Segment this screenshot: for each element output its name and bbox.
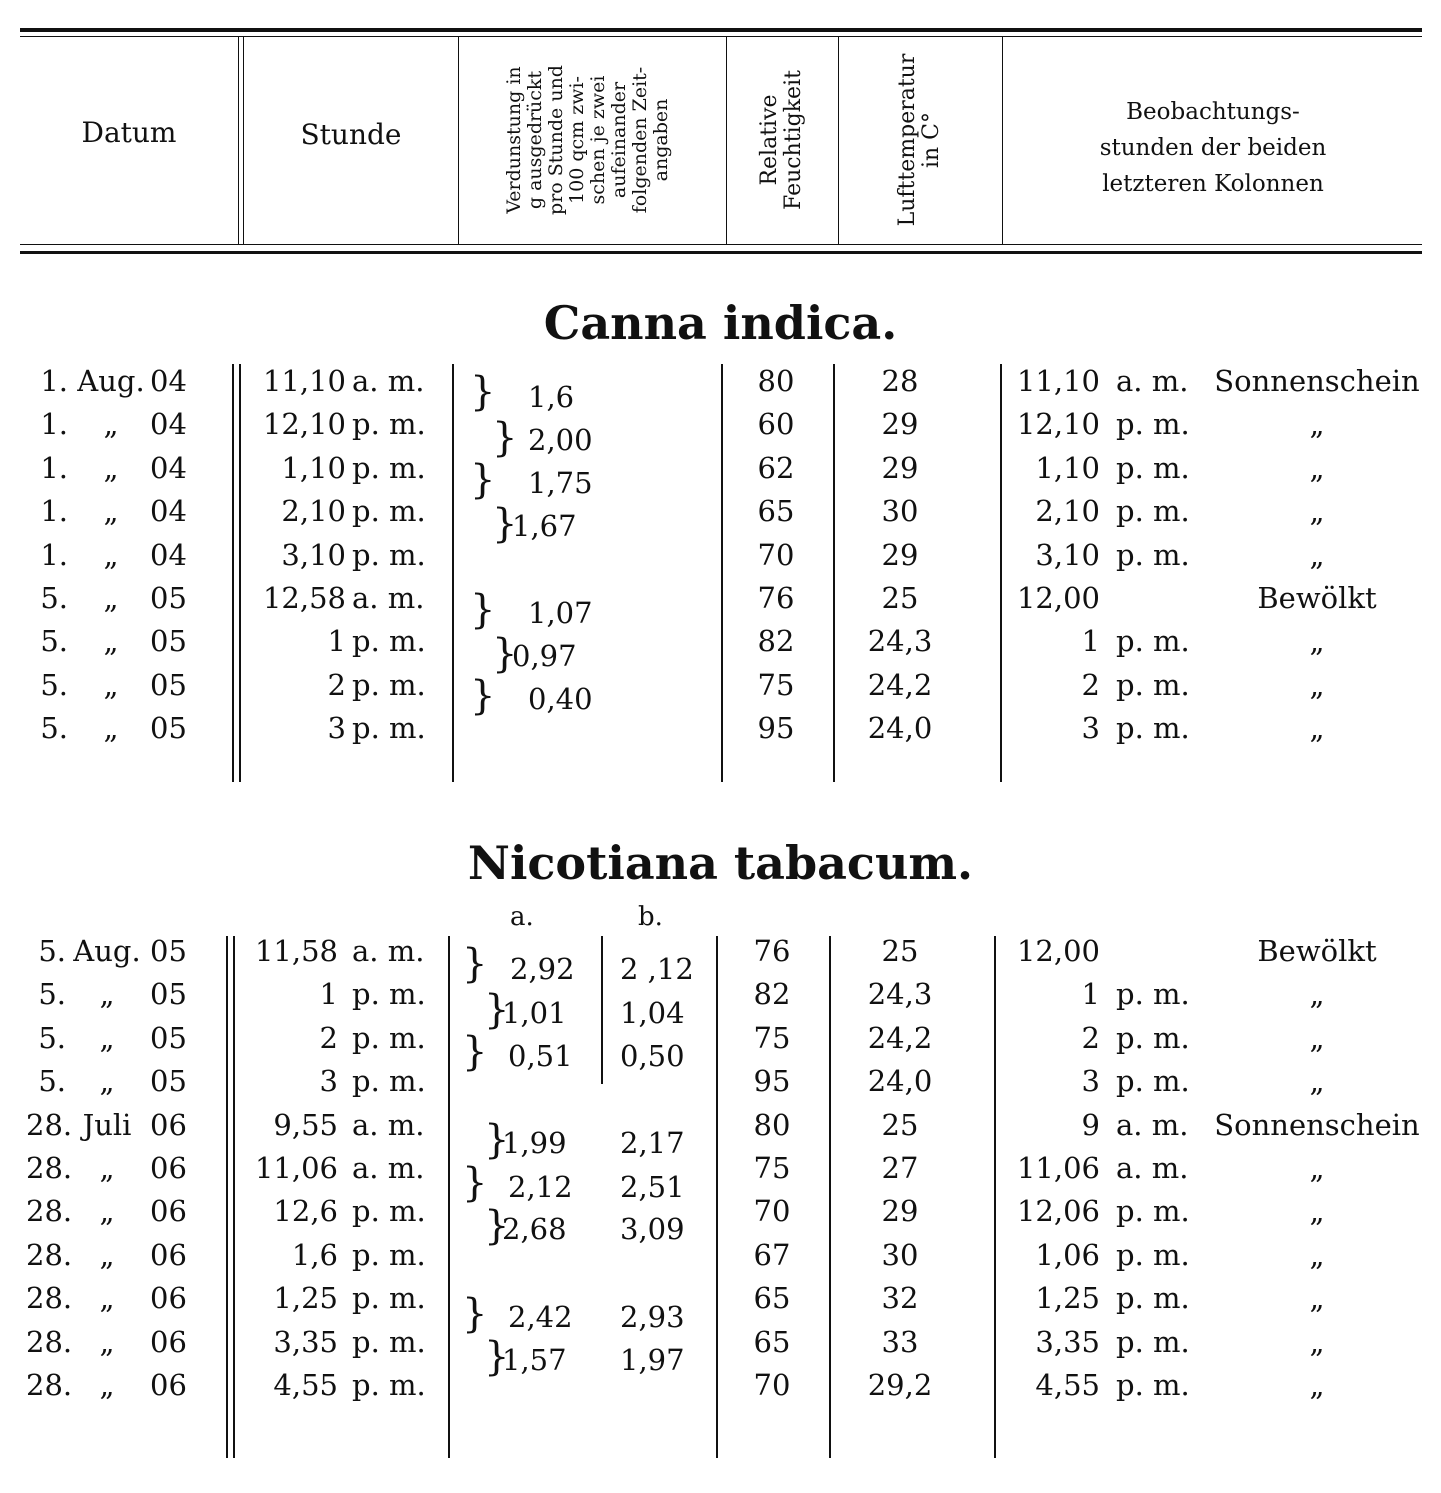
air-temperature: 25	[881, 581, 919, 615]
hour-ampm: p. m.	[352, 494, 426, 529]
hour-ampm: p. m.	[352, 537, 426, 572]
date-month: „	[99, 1151, 115, 1185]
observation-ampm: p. m.	[1116, 450, 1190, 485]
weather-note: „	[1309, 1237, 1325, 1272]
date-year: 06	[150, 1151, 187, 1185]
date-month: „	[103, 407, 119, 442]
verdunstung-line-3: pro Stunde und	[545, 65, 567, 215]
observation-ampm: p. m.	[1116, 667, 1190, 702]
nico-evap-a-6: 2,68	[502, 1212, 567, 1246]
observation-ampm: p. m.	[1116, 1020, 1190, 1055]
relative-humidity: 75	[753, 1151, 791, 1185]
header-divider-1	[238, 36, 239, 244]
air-temperature: 24,3	[867, 624, 933, 659]
date-year: 05	[150, 977, 187, 1012]
hour-ampm: p. m.	[352, 1020, 426, 1055]
date-year: 06	[150, 1324, 187, 1359]
date-month: „	[99, 977, 115, 1012]
date-year: 04	[150, 494, 187, 529]
hour-value: 2	[327, 667, 346, 702]
weather-note: Bewölkt	[1257, 581, 1377, 615]
date-month: „	[103, 537, 119, 572]
weather-note: „	[1309, 1064, 1325, 1099]
weather-note: Sonnenschein	[1214, 364, 1420, 398]
brace-icon: }	[484, 1203, 510, 1249]
hour-ampm: p. m.	[352, 1237, 426, 1272]
air-temperature: 29	[881, 407, 919, 442]
hour-value: 1,6	[291, 1237, 338, 1272]
hour-ampm: p. m.	[352, 711, 426, 746]
nico-evap-b-3: 0,50	[620, 1039, 685, 1073]
nico-evap-b-7: 2,93	[620, 1300, 685, 1334]
date-year: 04	[150, 407, 187, 442]
canna-evap-2: 2,00	[528, 423, 593, 457]
date-year: 06	[150, 1194, 187, 1229]
relative-humidity: 67	[753, 1237, 791, 1272]
observation-time: 1,10	[1035, 450, 1100, 485]
date-month: „	[103, 624, 119, 659]
hour-value: 12,58	[262, 581, 346, 615]
date-month: „	[103, 667, 119, 702]
date-day: 1.	[40, 537, 68, 572]
date-year: 05	[150, 667, 187, 702]
observation-ampm: p. m.	[1116, 1368, 1190, 1402]
observation-time: 12,00	[1016, 581, 1100, 615]
table-row	[0, 1238, 1441, 1281]
date-year: 05	[150, 1064, 187, 1099]
observation-time: 2	[1081, 667, 1100, 702]
relative-humidity: 82	[753, 977, 791, 1012]
hour-ampm: a. m.	[352, 1151, 425, 1185]
date-day: 5.	[40, 581, 68, 615]
weather-note: „	[1309, 1020, 1325, 1055]
nico-evap-b-6: 3,09	[620, 1212, 685, 1246]
hour-value: 11,06	[254, 1151, 338, 1185]
hour-value: 1	[319, 977, 338, 1012]
canna-evap-1: 1,6	[528, 380, 575, 414]
nico-evap-b-5: 2,51	[620, 1170, 685, 1204]
section-title-nicotiana: Nicotiana tabacum.	[467, 836, 974, 890]
date-year: 04	[150, 364, 187, 398]
weather-note: „	[1309, 450, 1325, 485]
date-year: 06	[150, 1107, 187, 1142]
relative-humidity: 82	[757, 624, 795, 659]
date-day: 28.	[26, 1107, 73, 1142]
weather-note: „	[1309, 977, 1325, 1012]
observation-ampm: a. m.	[1116, 364, 1189, 398]
date-year: 04	[150, 537, 187, 572]
date-day: 28.	[26, 1237, 73, 1272]
air-temperature: 24,0	[867, 1064, 933, 1099]
brace-icon: }	[492, 631, 518, 677]
observation-time: 12,10	[1016, 407, 1100, 442]
observation-time: 3	[1081, 1064, 1100, 1099]
feuchtigkeit-line-1: Relative	[757, 94, 782, 186]
relative-humidity: 76	[753, 934, 791, 968]
observation-ampm: p. m.	[1116, 711, 1190, 746]
brace-icon: }	[462, 941, 488, 987]
brace-icon: }	[492, 501, 518, 547]
brace-icon: }	[462, 1291, 488, 1337]
weather-note: „	[1309, 1194, 1325, 1229]
weather-note: „	[1309, 1151, 1325, 1185]
nico-evap-a-1: 2,92	[510, 952, 575, 986]
air-temperature: 24,0	[867, 711, 933, 746]
table-row	[0, 1064, 1441, 1107]
date-year: 05	[150, 581, 187, 615]
weather-note: „	[1309, 1281, 1325, 1316]
date-day: 5.	[38, 934, 66, 968]
date-day: 1.	[40, 450, 68, 485]
nico-evap-a-3: 0,51	[508, 1039, 573, 1073]
header-verdunstung	[488, 40, 688, 240]
beobachtung-line-2: stunden der beiden	[1099, 135, 1327, 161]
observation-time: 11,06	[1016, 1151, 1100, 1185]
hour-ampm: a. m.	[352, 581, 425, 615]
table-row	[0, 1325, 1441, 1368]
date-month: „	[103, 494, 119, 529]
brace-icon: }	[484, 987, 510, 1033]
brace-icon: }	[470, 457, 496, 503]
nico-evap-a-4: 1,99	[502, 1126, 567, 1160]
hour-ampm: p. m.	[352, 977, 426, 1012]
brace-icon: }	[470, 369, 496, 415]
observation-time: 11,10	[1016, 364, 1100, 398]
hour-ampm: a. m.	[352, 1107, 425, 1142]
relative-humidity: 62	[757, 450, 795, 485]
relative-humidity: 60	[757, 407, 795, 442]
weather-note: Sonnenschein	[1214, 1107, 1420, 1142]
hour-value: 3,10	[281, 537, 346, 572]
air-temperature: 25	[881, 1107, 919, 1142]
canna-evap-4: 1,67	[512, 509, 577, 543]
air-temperature: 24,2	[867, 1020, 933, 1055]
date-month: Aug.	[77, 364, 145, 398]
relative-humidity: 80	[753, 1107, 791, 1142]
date-year: 06	[150, 1368, 187, 1402]
relative-humidity: 65	[753, 1281, 791, 1316]
date-year: 06	[150, 1237, 187, 1272]
hour-value: 9,55	[273, 1107, 338, 1142]
nico-evap-b-1: 2 ,12	[620, 952, 694, 986]
hour-value: 1,25	[273, 1281, 338, 1316]
relative-humidity: 70	[753, 1194, 791, 1229]
nico-evap-b-4: 2,17	[620, 1126, 685, 1160]
observation-time: 3,35	[1035, 1324, 1100, 1359]
date-month: „	[99, 1064, 115, 1099]
hour-value: 3,35	[273, 1324, 338, 1359]
observation-time: 2	[1081, 1020, 1100, 1055]
air-temperature: 24,3	[867, 977, 933, 1012]
observation-time: 12,06	[1016, 1194, 1100, 1229]
header-datum: Datum	[81, 116, 177, 149]
temperatur-line-2: in C°	[919, 111, 944, 169]
air-temperature: 29	[881, 1194, 919, 1229]
date-month: „	[99, 1194, 115, 1229]
hour-ampm: p. m.	[352, 1281, 426, 1316]
relative-humidity: 95	[753, 1064, 791, 1099]
table-row	[0, 538, 1441, 581]
table-row	[0, 1194, 1441, 1237]
relative-humidity: 75	[757, 667, 795, 702]
verdunstung-line-2: g ausgedrückt	[524, 70, 546, 210]
air-temperature: 25	[881, 934, 919, 968]
hour-ampm: p. m.	[352, 1194, 426, 1229]
header-bottom-rule-thick	[20, 251, 1422, 254]
date-month: „	[103, 450, 119, 485]
date-day: 28.	[26, 1281, 73, 1316]
header-top-rule-thin	[20, 36, 1422, 37]
hour-value: 11,58	[254, 934, 338, 968]
subcolumn-a-label: a.	[510, 902, 534, 932]
canna-evap-7: 0,40	[528, 682, 593, 716]
hour-value: 1	[327, 624, 346, 659]
relative-humidity: 75	[753, 1020, 791, 1055]
verdunstung-line-5: schen je zwei	[587, 75, 609, 205]
table-row	[0, 407, 1441, 450]
beobachtung-line-3: letzteren Kolonnen	[1102, 171, 1324, 197]
table-row	[0, 364, 1441, 407]
hour-value: 2	[319, 1020, 338, 1055]
air-temperature: 29	[881, 537, 919, 572]
weather-note: „	[1309, 407, 1325, 442]
date-day: 28.	[26, 1151, 73, 1185]
observation-ampm: p. m.	[1116, 537, 1190, 572]
relative-humidity: 65	[753, 1324, 791, 1359]
observation-time: 1,06	[1035, 1237, 1100, 1272]
verdunstung-line-7: folgenden Zeit-	[629, 66, 651, 214]
hour-value: 11,10	[262, 364, 346, 398]
air-temperature: 24,2	[867, 667, 933, 702]
observation-ampm: a. m.	[1116, 1151, 1189, 1185]
date-year: 05	[150, 1020, 187, 1055]
hour-ampm: p. m.	[352, 624, 426, 659]
section-title-canna: Canna indica.	[543, 296, 898, 350]
canna-evap-3: 1,75	[528, 466, 593, 500]
hour-value: 4,55	[273, 1368, 338, 1402]
table-row	[0, 977, 1441, 1020]
date-day: 5.	[40, 711, 68, 746]
date-year: 05	[150, 711, 187, 746]
hour-value: 12,10	[262, 407, 346, 442]
hour-ampm: p. m.	[352, 1368, 426, 1402]
table-row	[0, 1108, 1441, 1151]
date-month: „	[99, 1281, 115, 1316]
date-year: 05	[150, 934, 187, 968]
hour-ampm: p. m.	[352, 1324, 426, 1359]
weather-note: Bewölkt	[1257, 934, 1377, 968]
air-temperature: 29,2	[867, 1368, 933, 1402]
relative-humidity: 76	[757, 581, 795, 615]
date-day: 1.	[40, 494, 68, 529]
weather-note: „	[1309, 537, 1325, 572]
observation-time: 3	[1081, 711, 1100, 746]
nico-evap-a-8: 1,57	[502, 1343, 567, 1377]
air-temperature: 29	[881, 450, 919, 485]
date-day: 1.	[40, 407, 68, 442]
observation-ampm: p. m.	[1116, 407, 1190, 442]
temperatur-line-1: Lufttemperatur	[895, 53, 920, 227]
air-temperature: 28	[881, 364, 919, 398]
date-month: Juli	[82, 1107, 132, 1142]
date-day: 5.	[38, 1020, 66, 1055]
verdunstung-line-4: 100 qcm zwi-	[566, 76, 588, 204]
date-day: 28.	[26, 1194, 73, 1229]
hour-ampm: a. m.	[352, 364, 425, 398]
brace-icon: }	[470, 587, 496, 633]
table-row	[0, 451, 1441, 494]
weather-note: „	[1309, 1368, 1325, 1402]
observation-ampm: p. m.	[1116, 1194, 1190, 1229]
brace-icon: }	[462, 1160, 488, 1206]
table-row	[0, 494, 1441, 537]
nico-evap-b-8: 1,97	[620, 1343, 685, 1377]
date-day: 5.	[38, 977, 66, 1012]
table-row	[0, 668, 1441, 711]
hour-ampm: p. m.	[352, 667, 426, 702]
table-row	[0, 1021, 1441, 1064]
verdunstung-line-1: Verdunstung in	[503, 66, 525, 214]
brace-icon: }	[484, 1117, 510, 1163]
relative-humidity: 95	[757, 711, 795, 746]
relative-humidity: 70	[753, 1368, 791, 1402]
observation-ampm: p. m.	[1116, 1324, 1190, 1359]
relative-humidity: 80	[757, 364, 795, 398]
table-row	[0, 1368, 1441, 1411]
brace-icon: }	[492, 415, 518, 461]
observation-ampm: a. m.	[1116, 1107, 1189, 1142]
hour-value: 2,10	[281, 494, 346, 529]
hour-ampm: p. m.	[352, 1064, 426, 1099]
observation-time: 9	[1081, 1107, 1100, 1142]
table-row	[0, 624, 1441, 667]
date-month: „	[99, 1020, 115, 1055]
beobachtung-line-1: Beobachtungs-	[1126, 99, 1300, 125]
header-divider-2	[458, 36, 459, 244]
observation-time: 1,25	[1035, 1281, 1100, 1316]
observation-time: 1	[1081, 624, 1100, 659]
feuchtigkeit-line-2: Feuchtigkeit	[781, 70, 806, 210]
header-temperatur	[820, 40, 1020, 240]
date-month: Aug.	[73, 934, 141, 968]
observation-time: 1	[1081, 977, 1100, 1012]
header-bottom-rule-thin	[20, 244, 1422, 245]
air-temperature: 30	[881, 1237, 919, 1272]
date-month: „	[103, 581, 119, 615]
nico-evap-a-5: 2,12	[508, 1170, 573, 1204]
canna-evap-6: 0,97	[512, 639, 577, 673]
date-day: 28.	[26, 1324, 73, 1359]
observation-ampm: p. m.	[1116, 1237, 1190, 1272]
date-year: 05	[150, 624, 187, 659]
header-stunde: Stunde	[300, 118, 402, 151]
air-temperature: 30	[881, 494, 919, 529]
header-top-rule-thick	[20, 28, 1422, 32]
nico-evap-b-2: 1,04	[620, 996, 685, 1030]
hour-value: 12,6	[273, 1194, 338, 1229]
table-row	[0, 581, 1441, 624]
date-day: 1.	[40, 364, 68, 398]
hour-ampm: p. m.	[352, 407, 426, 442]
brace-icon: }	[462, 1029, 488, 1075]
subcolumn-b-label: b.	[638, 902, 663, 932]
observation-ampm: p. m.	[1116, 1064, 1190, 1099]
air-temperature: 32	[881, 1281, 919, 1316]
weather-note: „	[1309, 624, 1325, 659]
observation-time: 2,10	[1035, 494, 1100, 529]
relative-humidity: 65	[757, 494, 795, 529]
weather-note: „	[1309, 1324, 1325, 1359]
hour-value: 3	[327, 711, 346, 746]
air-temperature: 33	[881, 1324, 919, 1359]
hour-value: 1,10	[281, 450, 346, 485]
hour-value: 3	[319, 1064, 338, 1099]
brace-icon: }	[470, 673, 496, 719]
weather-note: „	[1309, 667, 1325, 702]
canna-evap-5: 1,07	[528, 596, 593, 630]
hour-ampm: a. m.	[352, 934, 425, 968]
date-month: „	[99, 1237, 115, 1272]
table-row	[0, 1281, 1441, 1324]
air-temperature: 27	[881, 1151, 919, 1185]
observation-time: 4,55	[1035, 1368, 1100, 1402]
observation-time: 12,00	[1016, 934, 1100, 968]
table-row	[0, 934, 1441, 977]
date-month: „	[103, 711, 119, 746]
verdunstung-line-6: aufeinander	[608, 81, 630, 199]
observation-ampm: p. m.	[1116, 977, 1190, 1012]
weather-note: „	[1309, 494, 1325, 529]
date-day: 5.	[38, 1064, 66, 1099]
observation-time: 3,10	[1035, 537, 1100, 572]
nico-evap-a-7: 2,42	[508, 1300, 573, 1334]
weather-note: „	[1309, 711, 1325, 746]
nico-evap-a-2: 1,01	[502, 996, 567, 1030]
date-day: 5.	[40, 624, 68, 659]
relative-humidity: 70	[757, 537, 795, 572]
date-month: „	[99, 1324, 115, 1359]
verdunstung-line-8: angaben	[650, 98, 672, 182]
date-year: 04	[150, 450, 187, 485]
table-row	[0, 1151, 1441, 1194]
header-beobachtung	[1004, 94, 1422, 202]
hour-ampm: p. m.	[352, 450, 426, 485]
date-day: 5.	[40, 667, 68, 702]
date-month: „	[99, 1368, 115, 1402]
observation-ampm: p. m.	[1116, 494, 1190, 529]
observation-ampm: p. m.	[1116, 1281, 1190, 1316]
table-row	[0, 711, 1441, 754]
brace-icon: }	[484, 1334, 510, 1380]
observation-ampm: p. m.	[1116, 624, 1190, 659]
date-year: 06	[150, 1281, 187, 1316]
date-day: 28.	[26, 1368, 73, 1402]
